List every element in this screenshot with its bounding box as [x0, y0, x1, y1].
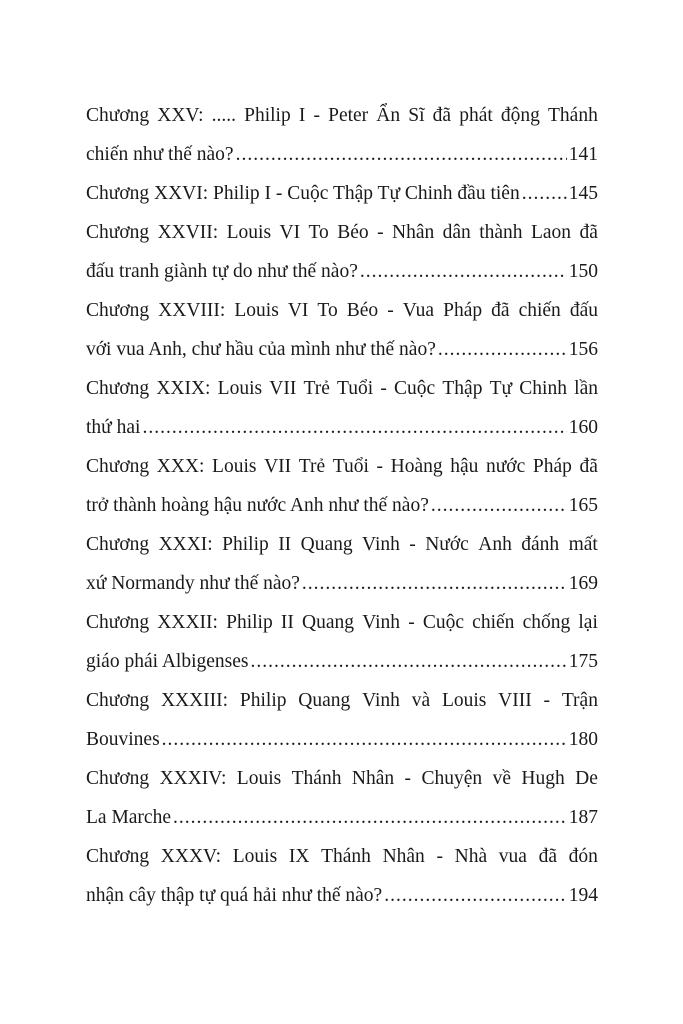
dot-leader — [384, 885, 567, 907]
toc-entry-line — [86, 213, 598, 252]
toc-entry-title-cont: giáo phái Albigenses — [86, 650, 249, 672]
page-number: 194 — [568, 884, 598, 906]
toc-entry-title-cont: xứ Normandy như thế nào? — [86, 572, 300, 594]
toc-entry-line — [86, 291, 598, 330]
toc-entry-title: Chương XXV: ..... Philip I - Peter Ẩn Sĩ đã phát động Thánh — [86, 104, 598, 126]
dot-leader — [142, 417, 566, 439]
toc-entry-line — [86, 798, 598, 837]
page-number: 165 — [568, 494, 598, 516]
toc-entry-line — [86, 447, 598, 486]
toc-entry-title: Chương XXXII: Philip II Quang Vinh - Cuộc chiến chống lại — [86, 611, 598, 633]
toc-entry-line — [86, 330, 598, 369]
toc-entry-line — [86, 408, 598, 447]
toc-entry-title: Chương XXXIV: Louis Thánh Nhân - Chuyện về Hugh De — [86, 767, 598, 789]
toc-entry-title: Chương XXVII: Louis VI To Béo - Nhân dân thành Laon đã — [86, 221, 598, 243]
page-number: 169 — [568, 572, 598, 594]
toc-entry-line — [86, 642, 598, 681]
page-number: 156 — [568, 338, 598, 360]
page-number: 175 — [568, 650, 598, 672]
dot-leader — [250, 651, 566, 673]
dot-leader — [302, 573, 567, 595]
toc-entry-title: Chương XXXI: Philip II Quang Vinh - Nước Anh đánh mất — [86, 533, 598, 555]
dot-leader — [360, 261, 567, 283]
toc-entry-title-cont: với vua Anh, chư hầu của mình như thế nào? — [86, 338, 436, 360]
dot-leader — [522, 183, 567, 205]
toc-entry-line — [86, 564, 598, 603]
toc-entry-line — [86, 252, 598, 291]
toc-entry-line — [86, 174, 598, 213]
toc-entry-line — [86, 525, 598, 564]
toc-entry-title: Chương XXXIII: Philip Quang Vinh và Louis VIII - Trận — [86, 689, 598, 711]
page-number: 141 — [568, 143, 598, 165]
toc-entry-title: Chương XXVI: Philip I - Cuộc Thập Tự Chinh đầu tiên — [86, 182, 520, 204]
toc-entry-title-cont: La Marche — [86, 806, 171, 828]
toc-entry-title: Chương XXVIII: Louis VI To Béo - Vua Pháp đã chiến đấu — [86, 299, 598, 321]
toc-entry-line — [86, 486, 598, 525]
dot-leader — [431, 495, 567, 517]
page-number: 150 — [568, 260, 598, 282]
toc-entry-line — [86, 720, 598, 759]
toc-entry-title-cont: đấu tranh giành tự do như thế nào? — [86, 260, 358, 282]
dot-leader — [438, 339, 567, 361]
toc-entry-title-cont: thứ hai — [86, 416, 141, 438]
dot-leader — [236, 144, 567, 166]
toc-entry-title: Chương XXIX: Louis VII Trẻ Tuổi - Cuộc Thập Tự Chinh lần — [86, 377, 598, 399]
table-of-contents — [86, 96, 598, 915]
toc-entry-line — [86, 837, 598, 876]
dot-leader — [173, 807, 567, 829]
toc-entry-title-cont: Bouvines — [86, 728, 160, 750]
toc-entry-line — [86, 369, 598, 408]
toc-entry-title-cont: trở thành hoàng hậu nước Anh như thế nào? — [86, 494, 429, 516]
toc-entry-title-cont: nhận cây thập tự quá hải như thế nào? — [86, 884, 383, 906]
toc-entry-line — [86, 876, 598, 915]
toc-entry-title: Chương XXX: Louis VII Trẻ Tuổi - Hoàng hậu nước Pháp đã — [86, 455, 598, 477]
toc-entry-line — [86, 603, 598, 642]
page-number: 187 — [568, 806, 598, 828]
toc-entry-line — [86, 135, 598, 174]
page-number: 180 — [568, 728, 598, 750]
toc-entry-line — [86, 681, 598, 720]
toc-entry-title-cont: chiến như thế nào? — [86, 143, 234, 165]
toc-entry-title: Chương XXXV: Louis IX Thánh Nhân - Nhà vua đã đón — [86, 845, 598, 867]
toc-entry-line — [86, 96, 598, 135]
dot-leader — [162, 729, 567, 751]
toc-entry-line — [86, 759, 598, 798]
page-number: 160 — [568, 416, 598, 438]
page-number: 145 — [568, 182, 598, 204]
